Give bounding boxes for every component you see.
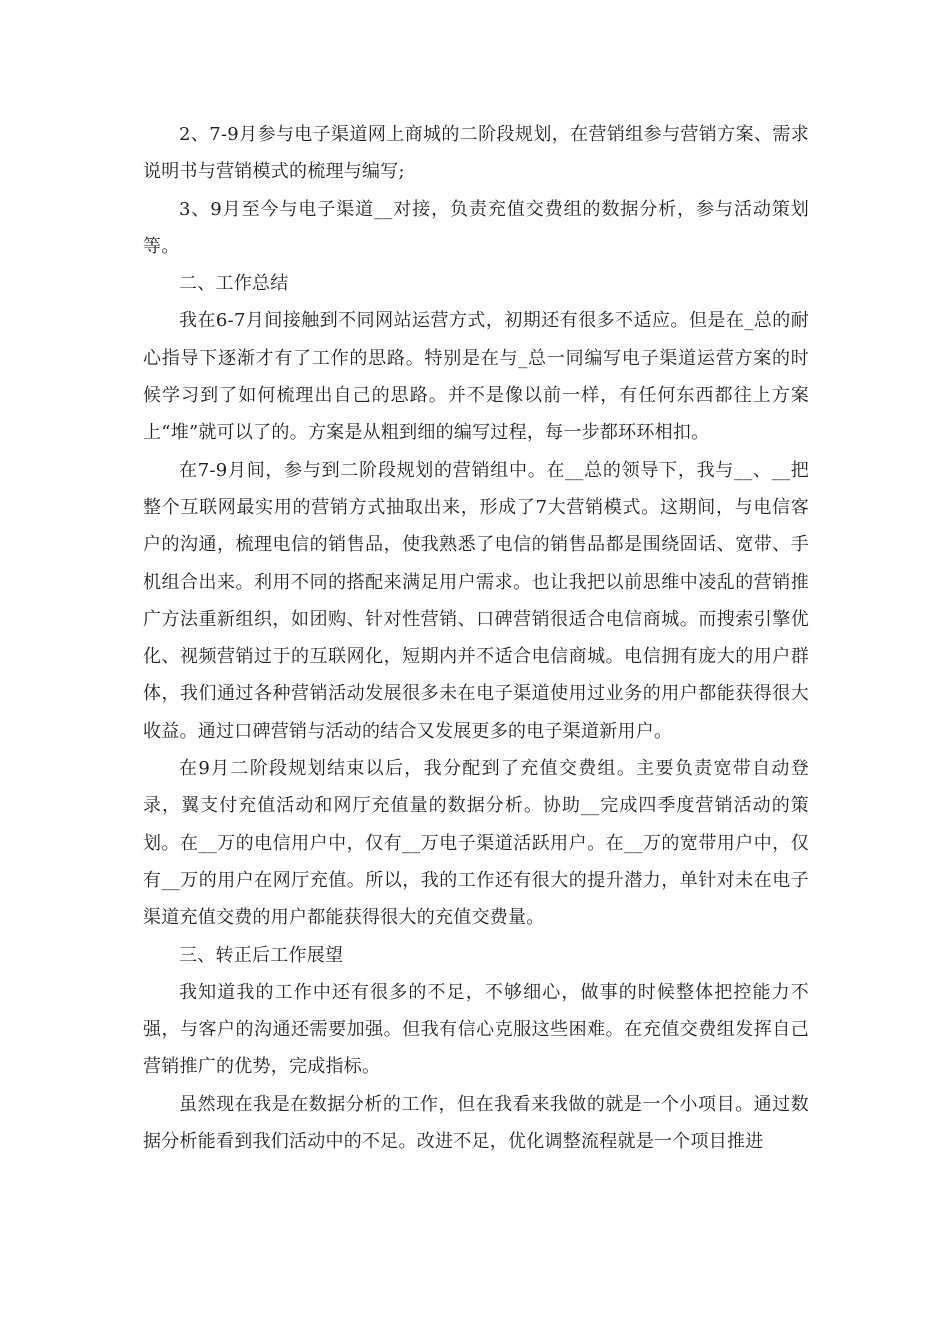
paragraph-summary-june-july: 我在6-7月间接触到不同网站运营方式，初期还有很多不适应。但是在_总的耐心指导下逐渐才有了工作的思路。特别是在与_总一同编写电子渠道运营方案的时候学习到了如何梳理出自己的思路。并不是像以前一样，有任何东西都往上方案上“堆”就可以了的。方案是从粗到细的编写过程，每一步都环环相扣。 [143, 310, 809, 444]
section-heading-outlook: 三、转正后工作展望 [179, 944, 344, 966]
paragraph-summary-july-sept: 在7-9月间，参与到二阶段规划的营销组中。在__总的领导下，我与__、__把整个互联网最实用的营销方式抽取出来，形成了7大营销模式。这期间，与电信客户的沟通，梳理电信的销售品，使我熟悉了电信的销售品都是围绕固话、宽带、手机组合出来。利用不同的搭配来满足用户需求。也让我把以前思维中凌乱的营销推广方法重新组织，如团购、针对性营销、口碑营销很适合电信商城。而搜索引擎优化、视频营销过于的互联网化，短期内并不适合电信商城。电信拥有庞大的用户群体，我们通过各种营销活动发展很多未在电子渠道使用过业务的用户都能获得很大收益。通过口碑营销与活动的结合又发展更多的电子渠道新用户。 [143, 459, 809, 742]
paragraph-outlook-project: 虽然现在我是在数据分析的工作，但在我看来我做的就是一个小项目。通过数据分析能看到我们活动中的不足。改进不足，优化调整流程就是一个项目推进 [143, 1093, 809, 1153]
paragraph-item-2: 2、7-9月参与电子渠道网上商城的二阶段规划，在营销组参与营销方案、需求说明书与营销模式的梳理与编写; [143, 124, 809, 183]
document-body [143, 116, 809, 1160]
paragraph-summary-sept: 在9月二阶段规划结束以后，我分配到了充值交费组。主要负责宽带自动登录，翼支付充值活动和网厅充值量的数据分析。协助__完成四季度营销活动的策划。在__万的电信用户中，仅有__万电子渠道活跃用户。在__万的宽带用户中，仅有__万的用户在网厅充值。所以，我的工作还有很大的提升潜力，单针对未在电子渠道充值交费的用户都能获得很大的充值交费量。 [143, 758, 809, 929]
paragraph-item-3: 3、9月至今与电子渠道__对接，负责充值交费组的数据分析，参与活动策划等。 [143, 198, 809, 257]
section-heading-work-summary: 二、工作总结 [179, 273, 289, 295]
paragraph-outlook-shortcomings: 我知道我的工作中还有很多的不足，不够细心，做事的时候整体把控能力不强，与客户的沟通还需要加强。但我有信心克服这些困难。在充值交费组发挥自己营销推广的优势，完成指标。 [143, 981, 809, 1078]
